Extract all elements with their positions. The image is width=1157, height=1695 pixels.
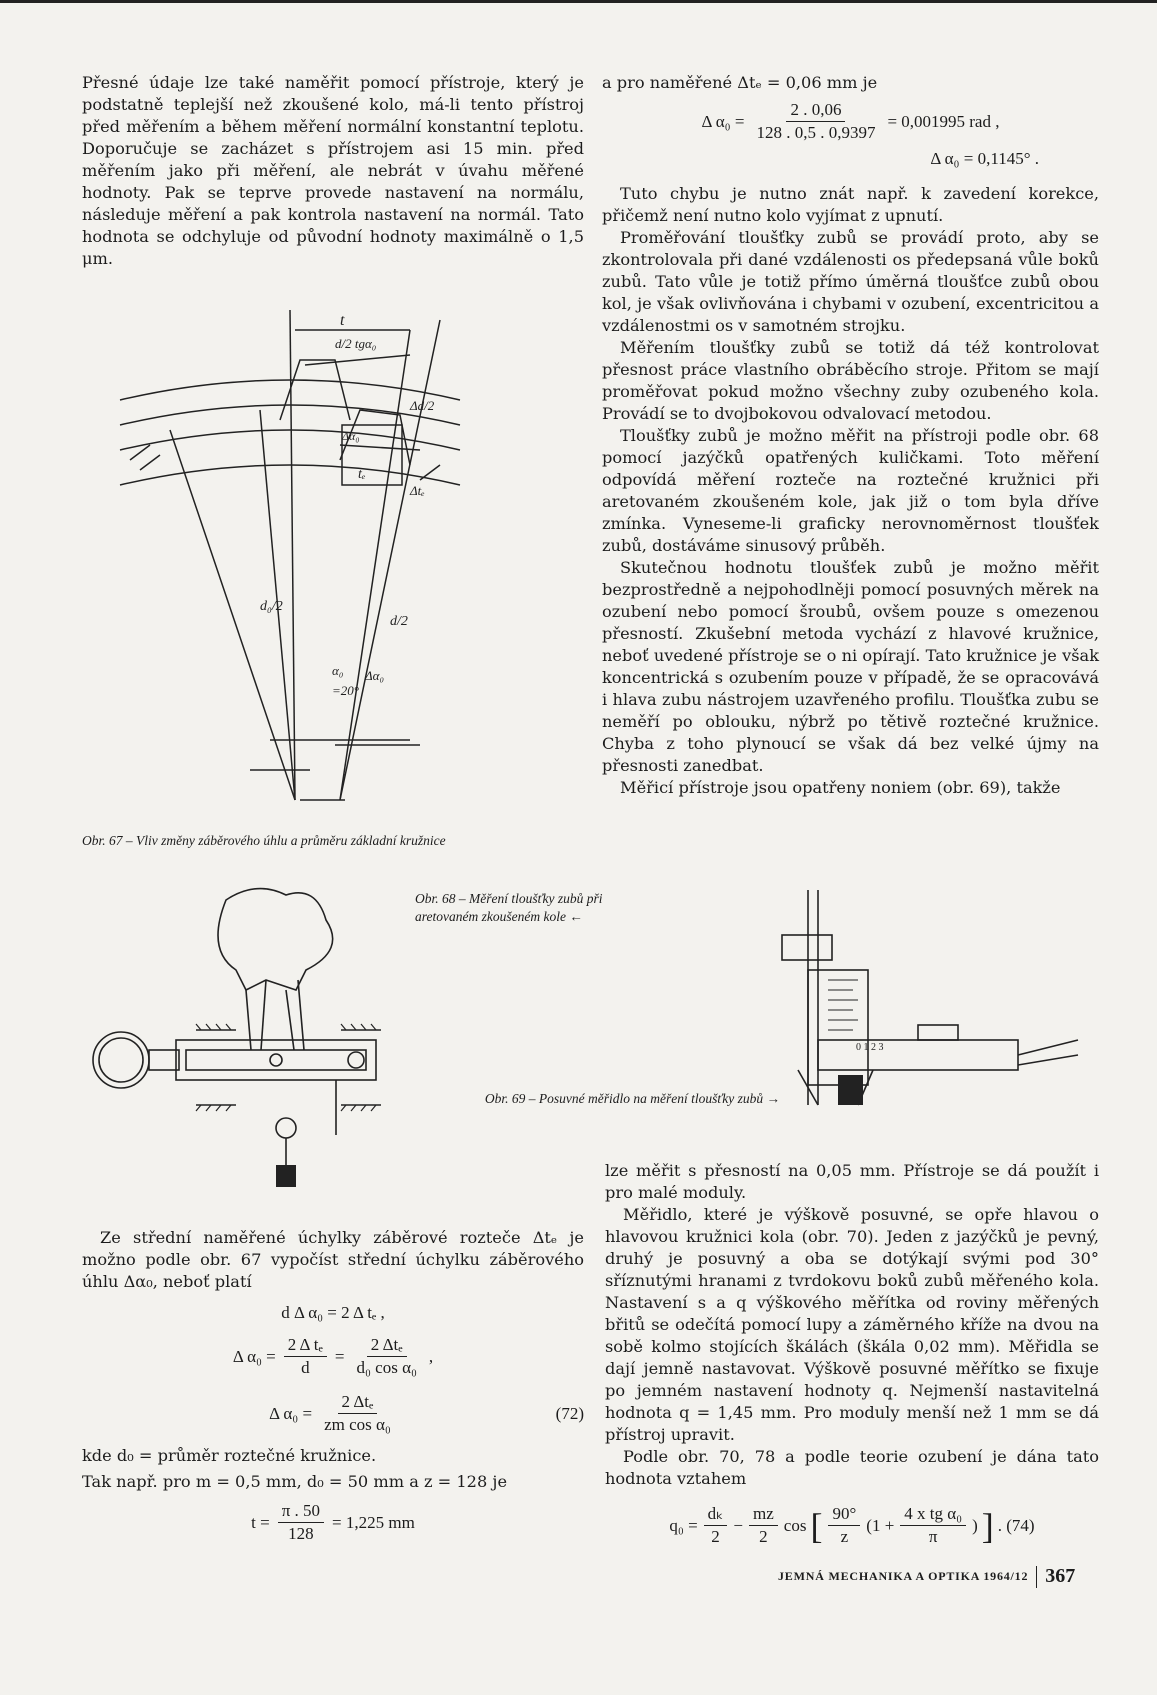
paragraph-nonius: Měřicí přístroje jsou opatřeny noniem (obr. 69), takže bbox=[620, 778, 1061, 797]
fig69-caption bbox=[455, 1090, 780, 1108]
figure-69 bbox=[778, 880, 1088, 1120]
eq2-num2: 2 Δtₑ bbox=[367, 1335, 407, 1357]
fig68-caption-text: Obr. 68 – Měření tloušťky zubů při aretovaném zkoušeném kole bbox=[415, 891, 603, 924]
paragraph-lead: a pro naměřené Δtₑ = 0,06 mm je bbox=[602, 73, 878, 92]
eq7-c-num: 90° bbox=[828, 1504, 860, 1526]
equation-3 bbox=[82, 1392, 584, 1435]
fig67-label-d2tg: d/2 tgα₀ bbox=[335, 336, 377, 351]
left-bottom bbox=[82, 1227, 584, 1544]
eq3-frac bbox=[320, 1392, 395, 1435]
paragraph-gauge: Měřidlo, které je výškově posuvné, se opře hlavou o hlavovou kružnici kola (obr. 70). Jeden z jazýčků je pevný, druhý je posuvný a oba se dotýkají svými pod 30° sříznutými hranami z tvrdokovu boků zubů měřeného kola. Nastavení s a q výškového měřítka od roviny měřených břitů se odečítá pomocí lupy a záměrného kříže na dvou na sobě kolmo stojících škálách (škála 0,02 mm). Měřidla se dají jemně nastavovat. Výškově posuvné měřítko se fixuje po jemném nastavení hodnoty q. Nejmenší nastavitelná hodnota q = 1,45 mm. Pro moduly menší než 1 mm se dá přístroj upravit. bbox=[605, 1205, 1099, 1444]
eq7-lhs: q₀ = bbox=[669, 1515, 698, 1535]
equation-1: d Δ α₀ = 2 Δ tₑ , bbox=[281, 1303, 385, 1322]
eq3-number: (72) bbox=[555, 1404, 584, 1423]
eq5-num: 2 . 0,06 bbox=[786, 100, 845, 122]
eq7-cos: cos bbox=[783, 1515, 807, 1535]
eq7-b-num: mz bbox=[749, 1504, 778, 1526]
eq7-frac-b bbox=[749, 1504, 778, 1547]
eq7-paren-close: ) bbox=[972, 1515, 978, 1535]
eq7-bracket-open: [ bbox=[810, 1505, 823, 1546]
eq2-frac1 bbox=[284, 1335, 327, 1378]
fig67-label-t: t bbox=[340, 312, 345, 329]
eq7-number: . (74) bbox=[997, 1515, 1035, 1535]
right-column-top bbox=[602, 72, 1099, 799]
equation-6: Δ α₀ = 0,1145° . bbox=[930, 149, 1039, 168]
right-column-bottom bbox=[605, 1160, 1099, 1547]
eq7-paren-open: (1 + bbox=[866, 1515, 895, 1535]
eq7-frac-c bbox=[828, 1504, 860, 1547]
fig67-label-te: tₑ bbox=[358, 467, 366, 482]
eq7-d-num: 4 x tg α₀ bbox=[900, 1504, 966, 1526]
eq2-lhs: Δ α₀ = bbox=[232, 1346, 276, 1366]
eq2-num1: 2 Δ tₑ bbox=[284, 1335, 327, 1357]
fig67-caption: Obr. 67 – Vliv změny záběrového úhlu a průměru základní kružnice bbox=[82, 833, 446, 848]
fig67-label-alpha20: =20° bbox=[332, 683, 359, 698]
eq5-lhs: Δ α₀ = bbox=[701, 111, 745, 131]
fig67-label-delta-alpha: Δα₀ bbox=[342, 429, 360, 443]
paragraph-machine: Měřením tloušťky zubů se totiž dá též kontrolovat přesnost práce vlastního obráběcího stroje. Přitom se mají proměřovat pokud možno všechny zuby ozubeného kola. Provádí se to dvojbokovou odvalovací metodou. bbox=[602, 338, 1099, 423]
eq3-num: 2 Δtₑ bbox=[338, 1392, 378, 1414]
eq2-tail: , bbox=[428, 1346, 434, 1366]
eq4-lhs: t = bbox=[251, 1512, 270, 1532]
eq7-c-den: z bbox=[840, 1527, 849, 1546]
paragraph-deviation: Ze střední naměřené úchylky záběrové rozteče Δtₑ je možno podle obr. 67 vypočíst střední úchylku záběrového úhlu Δα₀, neboť platí bbox=[82, 1228, 584, 1291]
paragraph-formula-intro: Podle obr. 70, 78 a podle teorie ozubení je dána tato hodnota vztahem bbox=[605, 1447, 1099, 1488]
paragraph-tongues: Tloušťky zubů je možno měřit na přístroji podle obr. 68 pomocí jazýčků opatřených kuličkami. Toto měření odpovídá měření rozteče na roztečné kružnici při aretovaném zkoušeném kole, jak již o tom byla dříve zmínka. Vyneseme-li graficky nerovnoměrnost tloušťek zubů, dostáváme sinusový průběh. bbox=[602, 426, 1099, 555]
paragraph-thickness: Proměřování tloušťky zubů se provádí proto, aby se zkontrolovala při dané vzdálenosti os předepsaná vůle boků zubů. Tato vůle je totiž přímo úměrná tloušťce zubů obou kol, je však ovlivňována i chybami v ozubení, excentricitou a vzdálenostmi os v samotném strojku. bbox=[602, 228, 1099, 335]
eq5-rhs: = 0,001995 rad , bbox=[887, 111, 1000, 131]
eq5-frac bbox=[752, 100, 879, 143]
left-column bbox=[82, 72, 584, 270]
eq7-d-den: π bbox=[928, 1527, 938, 1546]
eq2-den2: d₀ cos α₀ bbox=[356, 1358, 417, 1377]
eq7-a-num: dₖ bbox=[704, 1504, 728, 1526]
equation-2 bbox=[82, 1335, 584, 1378]
eq2-den1: d bbox=[301, 1358, 310, 1377]
eq7-frac-d bbox=[900, 1504, 966, 1547]
fig69-arrow: → bbox=[766, 1091, 780, 1106]
eq4-frac bbox=[278, 1501, 324, 1544]
eq4-rhs: = 1,225 mm bbox=[332, 1512, 415, 1532]
paragraph-example: Tak např. pro m = 0,5 mm, d₀ = 50 mm a z = 128 je bbox=[82, 1472, 508, 1491]
fig68-arrow: ← bbox=[569, 909, 583, 924]
figure-67 bbox=[110, 300, 470, 820]
page-footer bbox=[778, 1565, 1075, 1588]
fig67-label-delta-d2: Δd/2 bbox=[410, 398, 435, 413]
fig67-label-d2-right: d/2 bbox=[390, 614, 408, 629]
paragraph-actual: Skutečnou hodnotu tloušťek zubů je možno měřit bezprostředně a nejpohodlněji pomocí posuvných měrek na ozubení nebo pomocí šroubů, ovšem pouze s omezenou přesností. Zkušební metoda vychází z hlavové kružnice, neboť uvedené přístroje se o ni opírají. Tato kružnice je však koncentrická s ozubením pouze v případě, že se opracovává i hlava zubu nástrojem uzavřeného profilu. Tloušťka zubu se neměří po oblouku, nýbrž po tětivě roztečné kružnice. Chyba z toho plynoucí se však dá bez velké újmy na přesnosti zanedbat. bbox=[602, 558, 1099, 775]
eq7-a-den: 2 bbox=[711, 1527, 720, 1546]
paragraph-where: kde d₀ = průměr roztečné kružnice. bbox=[82, 1446, 377, 1465]
fig68-caption bbox=[415, 890, 645, 926]
equation-4 bbox=[82, 1501, 584, 1544]
page-number: 367 bbox=[1045, 1565, 1076, 1587]
paragraph-precision: lze měřit s přesností na 0,05 mm. Přístroje se dá použít i pro malé moduly. bbox=[605, 1161, 1099, 1202]
footer-divider bbox=[1036, 1566, 1037, 1588]
eq4-num: π . 50 bbox=[278, 1501, 324, 1523]
eq3-den: zm cos α₀ bbox=[324, 1415, 391, 1434]
eq3-lhs: Δ α₀ = bbox=[269, 1403, 313, 1423]
eq5-den: 128 . 0,5 . 0,9397 bbox=[756, 123, 876, 142]
paragraph-correction: Tuto chybu je nutno znát např. k zavedení korekce, přičemž není nutno kolo vyjímat z upnutí. bbox=[602, 184, 1099, 225]
equation-5 bbox=[602, 100, 1099, 143]
eq2-eq: = bbox=[334, 1346, 345, 1366]
eq7-b-den: 2 bbox=[759, 1527, 768, 1546]
eq4-den: 128 bbox=[288, 1524, 314, 1543]
eq7-frac-a bbox=[704, 1504, 728, 1547]
fig69-caption-text: Obr. 69 – Posuvné měřidlo na měření tloušťky zubů bbox=[484, 1091, 764, 1106]
eq2-frac2 bbox=[352, 1335, 420, 1378]
fig69-scale: 0 1 2 3 bbox=[856, 1042, 884, 1053]
eq7-minus: − bbox=[733, 1515, 744, 1535]
journal-title: JEMNÁ MECHANIKA A OPTIKA 1964/12 bbox=[778, 1569, 1029, 1583]
figure-68 bbox=[86, 880, 406, 1190]
paragraph-intro: Přesné údaje lze také naměřit pomocí přístroje, který je podstatně teplejší než zkoušené kolo, má-li tento přístroj před měřením a během měření normální konstantní teplotu. Doporučuje se zacházet s přístrojem asi 15 min. před měřením jako při měření, ale nebrát v úvahu měřené hodnoty. Pak se teprve provede nastavení na normálu, následuje měření a pak kontrola nastavení na normál. Tato hodnota se odchyluje od původní hodnoty maximálně o 1,5 μm. bbox=[82, 73, 584, 268]
top-rule bbox=[0, 0, 1157, 3]
equation-7 bbox=[605, 1504, 1099, 1547]
fig67-label-d2-left: d₀/2 bbox=[260, 599, 283, 614]
fig67-label-delta-te: Δtₑ bbox=[410, 483, 425, 498]
eq7-bracket-close: ] bbox=[981, 1505, 994, 1546]
fig67-label-delta-alpha2: Δα₀ bbox=[365, 668, 384, 683]
fig67-label-alpha: α₀ bbox=[332, 663, 344, 678]
